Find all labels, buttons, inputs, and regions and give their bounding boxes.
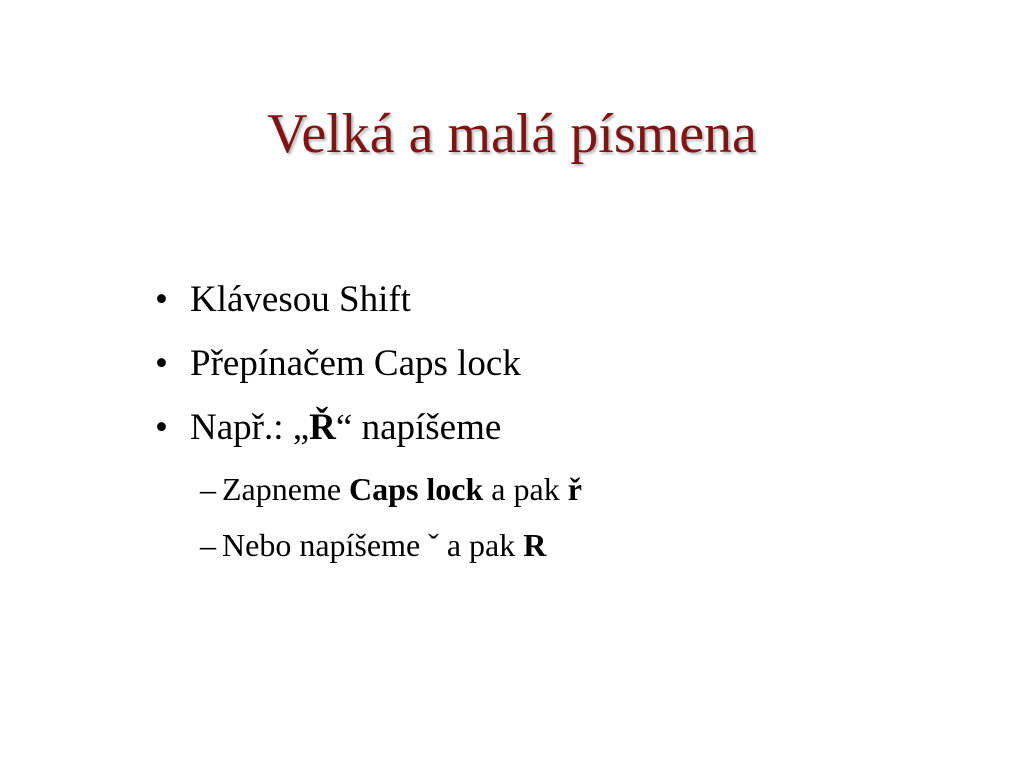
bullet-item-caps-lock	[155, 336, 521, 400]
bullet-text: Klávesou Shift	[190, 279, 411, 320]
sub-bullet-bold-caps-lock: Caps lock	[349, 471, 484, 507]
bullet-text-bold-letter: Ř	[309, 407, 336, 448]
sub-bullet-list	[200, 465, 582, 577]
bullet-list	[155, 272, 521, 464]
sub-bullet-bold-letter: R	[523, 527, 547, 563]
sub-bullet-prefix: Zapneme	[222, 471, 350, 507]
sub-bullet-bold-letter: ř	[567, 471, 582, 507]
bullet-text-suffix: “ napíšeme	[335, 407, 502, 448]
sub-bullet-marker: –	[200, 527, 216, 563]
bullet-text-prefix: Např.: „	[190, 407, 310, 448]
slide-title: Velká a malá písmena	[267, 103, 757, 165]
bullet-marker: •	[155, 343, 168, 384]
bullet-marker: •	[155, 279, 168, 320]
bullet-item-example	[155, 400, 521, 464]
bullet-marker: •	[155, 407, 168, 448]
bullet-item-shift	[155, 272, 521, 336]
bullet-text: Přepínačem Caps lock	[190, 343, 521, 384]
sub-bullet-caps-lock	[200, 465, 582, 521]
sub-bullet-middle: a pak	[483, 471, 568, 507]
sub-bullet-marker: –	[200, 471, 216, 507]
sub-bullet-caron	[200, 521, 582, 577]
sub-bullet-prefix: Nebo napíšeme ˇ a pak	[222, 527, 524, 563]
